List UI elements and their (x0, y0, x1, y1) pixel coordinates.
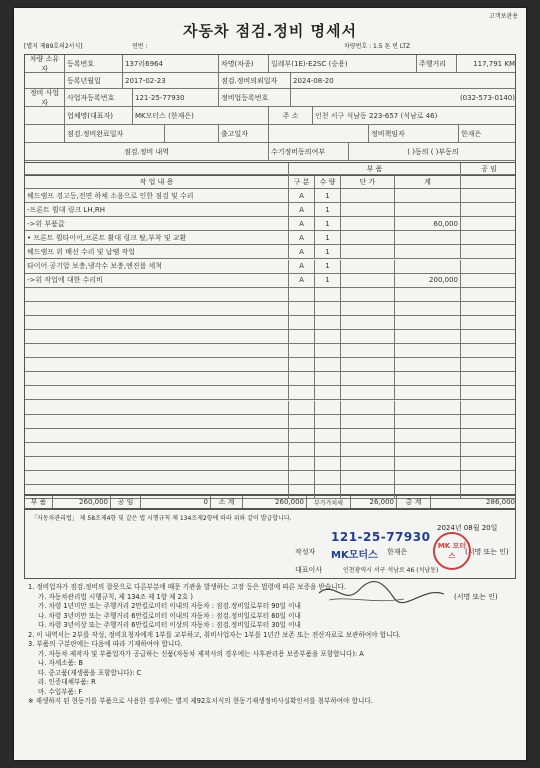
price-cell (341, 372, 395, 385)
done-date-label: 점검.정비완료일자 (65, 125, 165, 142)
request-date-label: 점검.정비의뢰일자 (219, 73, 291, 88)
work-cell: ->위 부품값 (25, 217, 289, 230)
table-row (25, 358, 515, 372)
labor-cell (461, 415, 517, 428)
business-row-2 (25, 107, 515, 125)
subtotal-value: 260,000 (243, 496, 307, 508)
note-line: 다. 중고품(재생품을 포함합니다): C (38, 668, 142, 677)
kind-cell (289, 316, 315, 329)
work-cell: • 프론트 휠타이어,프론트 활대 링크 탈,부착 및 교환 (25, 231, 289, 244)
address-value: 인천 서구 석남동 223-657 (석남로 46) (315, 111, 438, 120)
table-row (25, 231, 515, 245)
total-cell (395, 372, 461, 385)
owner-spacer (25, 73, 65, 88)
table-row (25, 344, 515, 358)
plate-total: 차량번호 : 1.5 톤 빈 LTZ (344, 43, 411, 50)
work-cell (25, 443, 289, 456)
issue-date: 2024년 08월 20일 (437, 524, 498, 532)
labor-cell (461, 372, 517, 385)
reg-date-value: 2017-02-23 (123, 73, 219, 88)
table-row (25, 288, 515, 302)
labor-cell (461, 231, 517, 244)
table-row (25, 415, 515, 429)
table-row (25, 429, 515, 443)
vat-label: 부가가치세 (307, 496, 351, 508)
parts-header: 부 품 (289, 163, 461, 174)
total-cell (395, 260, 461, 273)
kind-cell (289, 471, 315, 484)
kind-cell: A (289, 203, 315, 216)
total-cell (395, 457, 461, 470)
qty-cell (315, 358, 341, 371)
work-cell (25, 386, 289, 399)
table-row (25, 401, 515, 415)
labor-cell (461, 288, 517, 301)
table-row (25, 443, 515, 457)
work-cell (25, 316, 289, 329)
work-header: 작 업 내 용 (25, 175, 289, 188)
consent-label: 수기정비동의여부 (269, 143, 349, 160)
total-cell (395, 401, 461, 414)
work-cell: ->위 작업에 대한 수리비 (25, 274, 289, 287)
kind-cell: A (289, 217, 315, 230)
labor-cell (461, 330, 517, 343)
done-date-value (165, 125, 219, 142)
table-row (25, 471, 515, 485)
statement-block (24, 509, 516, 579)
page-title: 자동차 점검.정비 명세서 (182, 22, 358, 40)
kind-cell: A (289, 274, 315, 287)
total-cell (395, 231, 461, 244)
business-label: 정비 사업자 (29, 89, 60, 106)
work-cell (25, 302, 289, 315)
tech-label: 정비책임자 (369, 125, 459, 142)
table-row (25, 302, 515, 316)
total-cell (395, 330, 461, 343)
owner-label-cell (25, 55, 65, 72)
vat-value: 26,000 (351, 496, 397, 508)
price-cell (341, 189, 395, 202)
labor-cell (461, 401, 517, 414)
copy-label: 고객보관용 (489, 13, 518, 20)
kind-cell (289, 358, 315, 371)
work-cell: 헤드램프 위 배선 수리 및 납땜 작업 (25, 245, 289, 258)
total-cell (395, 358, 461, 371)
totals-row (24, 495, 516, 509)
seal-text: MK 모터스 (437, 542, 467, 560)
work-cell (25, 415, 289, 428)
table-row (25, 330, 515, 344)
info-table (24, 54, 516, 176)
labor-cell (461, 344, 517, 357)
mileage-label: 주행거리 (417, 55, 457, 72)
qty-cell: 1 (315, 260, 341, 273)
kind-header: 구 분 (289, 175, 315, 188)
qty-cell (315, 344, 341, 357)
reg-date-label: 등록년월일 (65, 73, 123, 88)
price-cell (341, 288, 395, 301)
labor-cell (461, 189, 517, 202)
price-cell (341, 245, 395, 258)
table-row (25, 245, 515, 259)
kind-cell (289, 288, 315, 301)
labor-cell (461, 203, 517, 216)
kind-cell: A (289, 245, 315, 258)
price-cell (341, 316, 395, 329)
biz-no-value: 121-25-77930 (133, 89, 219, 106)
reg-number-label: 정비업등록번호 (219, 89, 291, 106)
request-date-value: 2024-08-20 (293, 76, 334, 85)
owner-label: 차량 소유자 (29, 55, 60, 72)
price-cell (341, 471, 395, 484)
table-row (25, 372, 515, 386)
work-table (24, 162, 516, 495)
table-row (25, 189, 515, 203)
price-header: 단 가 (341, 175, 395, 188)
model-label: 차명(차종) (219, 55, 269, 72)
labor-cell (461, 274, 517, 287)
qty-cell (315, 330, 341, 343)
labor-total-label: 공 임 (111, 496, 141, 508)
company-label: 업체명(대표자) (65, 107, 133, 124)
detail-label: 점검.정비 내역 (25, 143, 269, 160)
author-company: MK모터스 (331, 550, 378, 561)
price-cell (341, 302, 395, 315)
note-line: 3. 부품의 구분란에는 다음에 따라 기재하여야 합니다. (28, 640, 183, 648)
statement-address: 인천광역시 서구 석남로 46 (석남동) (343, 567, 439, 574)
subtotal-label: 소 계 (211, 496, 243, 508)
note-line: 나. 차령 3년미만 또는 주행거리 6만킬로미터 이내의 자동차 : 점검.정비일로부터 60일 이내 (38, 611, 301, 620)
work-cell (25, 358, 289, 371)
price-cell (341, 231, 395, 244)
work-cell: -프론트 휠대 링크 LH,RH (25, 203, 289, 216)
dates-row (25, 125, 515, 143)
total-cell (395, 189, 461, 202)
kind-cell: A (289, 260, 315, 273)
phone-value: (032-573-0140) (459, 93, 515, 102)
kind-cell: A (289, 231, 315, 244)
table-row (25, 316, 515, 330)
total-cell (395, 429, 461, 442)
labor-cell (461, 471, 517, 484)
address-label: 주 소 (269, 107, 313, 124)
note-line: ※ 재생하지 된 현동기를 부품으로 사용한 경우에는 별지 제92호서식의 현동기재생정비사실확인서를 첨부하여야 합니다. (28, 697, 373, 705)
qty-cell: 1 (315, 245, 341, 258)
vehicle-row-1 (25, 55, 515, 73)
parts-total-label: 부 품 (25, 496, 53, 508)
mileage-value: 117,791 KM (473, 59, 515, 68)
note-line: 2. 이 내역서는 2부를 작성, 정비요청자에게 1부를 교부하고, 취비사업자는 1부를 1년간 보존 또는 전산자료로 보관하여야 합니다. (28, 630, 401, 639)
price-cell (341, 203, 395, 216)
kind-cell (289, 386, 315, 399)
author-sign-label: (서명 또는 인) (465, 548, 509, 556)
vehicle-row-2 (25, 73, 515, 89)
price-cell (341, 401, 395, 414)
form-number: [별지 제89호의2서식] (24, 43, 83, 50)
work-cell: 타이어 공기압 보충,냉각수 보충,엔진룸 세척 (25, 260, 289, 273)
labor-cell (461, 429, 517, 442)
consent-options: ( )동의 ( )부동의 (407, 147, 459, 156)
qty-cell (315, 429, 341, 442)
qty-cell: 1 (315, 231, 341, 244)
table-row (25, 260, 515, 274)
work-header-row-2 (25, 175, 515, 189)
price-cell (341, 457, 395, 470)
grand-total-value: 286,000 (486, 498, 515, 506)
parts-total-value: 260,000 (53, 496, 111, 508)
business-label-cell (25, 89, 65, 106)
kind-cell (289, 401, 315, 414)
qty-cell (315, 401, 341, 414)
labor-cell (461, 457, 517, 470)
work-cell (25, 372, 289, 385)
note-line: 1. 정비업자가 점검.정비의 잘못으로 다른부분에 때문 기관을 발생하는 고장 등은 법령에 따른 보증을 받습니다. (28, 583, 346, 591)
note-line: 나. 자세소품: B (38, 659, 83, 667)
qty-cell (315, 415, 341, 428)
author-label: 작성자 (295, 548, 316, 556)
table-row (25, 217, 515, 231)
biz-no-stamp: 121-25-77930 (331, 530, 431, 544)
price-cell (341, 217, 395, 230)
work-cell (25, 457, 289, 470)
labor-header: 공 임 (481, 164, 497, 173)
biz-no-label: 사업자등록번호 (65, 89, 133, 106)
serial-label: 연번 : (132, 43, 148, 50)
dates-spacer (25, 125, 65, 142)
qty-cell (315, 443, 341, 456)
price-cell (341, 429, 395, 442)
detail-row (25, 143, 515, 161)
table-row (25, 457, 515, 471)
qty-cell (315, 471, 341, 484)
kind-cell (289, 415, 315, 428)
note-line: 가. 자동차관리법 시행규칙, 제 134조 제 1항 제 2호 ) (38, 592, 193, 601)
qty-cell: 1 (315, 189, 341, 202)
work-cell (25, 429, 289, 442)
price-cell (341, 443, 395, 456)
company-value: MK모터스 (한재은) (133, 107, 269, 124)
note-line: 가. 차령 1년미만 또는 주행거리 2만킬로미터 이내의 자동차 : 점검.정비일로부터 90일 이내 (38, 602, 301, 610)
notes-section (28, 583, 512, 707)
price-cell (341, 386, 395, 399)
price-cell (341, 274, 395, 287)
qty-cell (315, 457, 341, 470)
note-line: 라. 인증대체부품: R (38, 678, 96, 686)
out-date-label: 출고일자 (219, 125, 269, 142)
total-cell: 60,000 (395, 217, 461, 230)
labor-cell (461, 443, 517, 456)
reg-no-value: 137러6964 (123, 55, 219, 72)
law-text: 「자동차관리법」 제 58조제4항 및 같은 법 시행규칙 제 134조제2항에 따라 위와 같이 발급합니다. (31, 515, 292, 522)
business-spacer (25, 107, 65, 124)
kind-cell (289, 372, 315, 385)
qty-cell: 1 (315, 203, 341, 216)
note-line: 가. 자동차 제작자 및 부품업자가 공급하는 신품(자동차 제작사의 경우에는 사후관리용 보증부품을 포함합니다): A (38, 649, 364, 658)
qty-cell (315, 316, 341, 329)
kind-cell (289, 344, 315, 357)
qty-cell (315, 302, 341, 315)
qty-cell: 1 (315, 217, 341, 230)
qty-cell: 1 (315, 274, 341, 287)
kind-cell (289, 302, 315, 315)
work-header-row-1 (25, 163, 515, 175)
qty-header: 수 량 (315, 175, 341, 188)
kind-cell: A (289, 189, 315, 202)
total-cell (395, 203, 461, 216)
note-line: 마. 수입부품: F (38, 687, 83, 696)
labor-total-value: 0 (141, 496, 211, 508)
table-row (25, 203, 515, 217)
price-cell (341, 330, 395, 343)
labor-cell (461, 302, 517, 315)
total-cell (395, 386, 461, 399)
price-cell (341, 415, 395, 428)
qty-cell (315, 372, 341, 385)
work-cell (25, 288, 289, 301)
company-seal (433, 532, 471, 570)
labor-cell (461, 386, 517, 399)
total-cell (395, 415, 461, 428)
price-cell (341, 344, 395, 357)
kind-cell (289, 330, 315, 343)
labor-cell (461, 217, 517, 230)
reg-no-label: 등록번호 (65, 55, 123, 72)
rep-label: 대표이사 (295, 566, 323, 574)
author-name: 한재은 (387, 548, 408, 556)
work-cell (25, 330, 289, 343)
total-cell (395, 443, 461, 456)
note-line: 다. 차령 3년이상 또는 주행거리 6만킬로미터 이상의 자동차 : 점검.정비일로부터 30일 이내 (38, 621, 301, 629)
grand-total-label: 총 계 (397, 496, 431, 508)
labor-cell (461, 245, 517, 258)
work-header-spacer (25, 163, 289, 174)
total-cell (395, 245, 461, 258)
customer-sign-label: (서명 또는 인) (454, 593, 498, 601)
kind-cell (289, 457, 315, 470)
work-cell (25, 344, 289, 357)
model-value: 일레부(1E)-E2SC (승용) (269, 55, 417, 72)
qty-cell (315, 386, 341, 399)
total-header: 계 (395, 175, 461, 188)
labor-cell (461, 260, 517, 273)
labor-header-spacer (461, 175, 517, 188)
table-row (25, 274, 515, 288)
table-row (25, 386, 515, 400)
business-row-1 (25, 89, 515, 107)
total-cell (395, 316, 461, 329)
totals-inner (25, 496, 515, 508)
total-cell: 200,000 (395, 274, 461, 287)
price-cell (341, 358, 395, 371)
out-date-value (269, 125, 369, 142)
qty-cell (315, 288, 341, 301)
total-cell (395, 471, 461, 484)
work-cell (25, 471, 289, 484)
total-cell (395, 288, 461, 301)
tech-value: 한재은 (461, 129, 482, 138)
work-cell: 헤드램프 경고등,전면 하체 소음으로 인한 점검 및 수리 (25, 189, 289, 202)
kind-cell (289, 429, 315, 442)
labor-cell (461, 358, 517, 371)
statement-paper (14, 8, 526, 760)
total-cell (395, 344, 461, 357)
kind-cell (289, 443, 315, 456)
labor-cell (461, 316, 517, 329)
work-cell (25, 401, 289, 414)
price-cell (341, 260, 395, 273)
total-cell (395, 302, 461, 315)
